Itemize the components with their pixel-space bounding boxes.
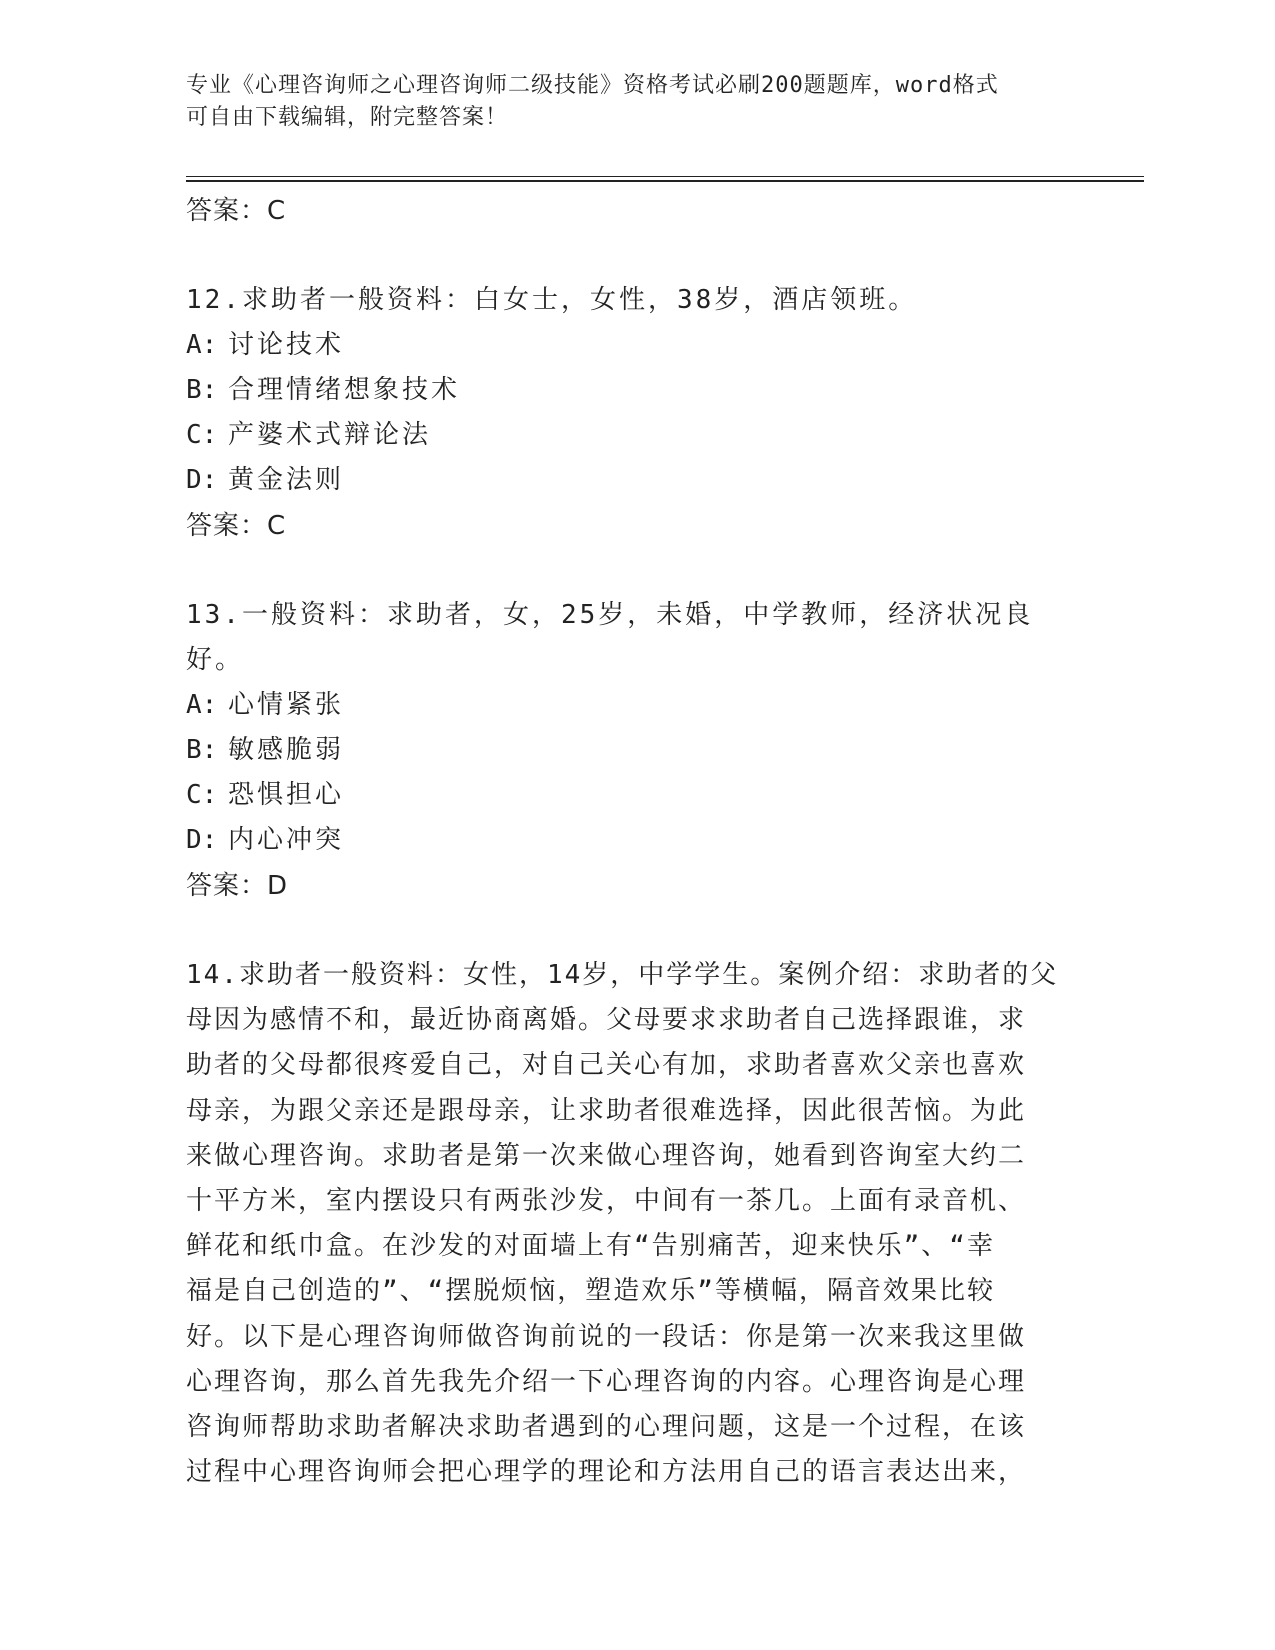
question-13 (186, 593, 1086, 909)
question-13-text: 13.一般资料：求助者，女，25岁，未婚，中学教师，经济状况良好。 (186, 600, 1034, 675)
question-14-line: 母因为感情不和，最近协商离婚。父母要求求助者自己选择跟谁，求 (186, 1005, 1027, 1036)
question-14-line: 过程中心理咨询师会把心理学的理论和方法用自己的语言表达出来， (186, 1457, 1027, 1488)
option-letter: B: (186, 375, 218, 405)
question-14-line: 咨询师帮助求助者解决求助者遇到的心理问题，这是一个过程，在该 (186, 1412, 1027, 1443)
option-letter: D: (186, 465, 218, 495)
question-13-option-c (186, 773, 1086, 818)
option-letter: A: (186, 330, 218, 360)
spacer (186, 549, 1086, 593)
question-14-line: 心理咨询，那么首先我先介绍一下心理咨询的内容。心理咨询是心理 (186, 1366, 1027, 1397)
header-rule-thin (186, 176, 1144, 177)
question-14-line: 来做心理咨询。求助者是第一次来做心理咨询，她看到咨询室大约二 (186, 1140, 1027, 1171)
option-text: 敏感脆弱 (228, 735, 345, 765)
question-14-line: 14.求助者一般资料：女性，14岁，中学学生。案例介绍：求助者的父 (186, 960, 1059, 990)
question-14-line: 母亲，为跟父亲还是跟母亲，让求助者很难选择，因此很苦恼。为此 (186, 1095, 1027, 1126)
answer-previous: 答案：C (186, 196, 287, 226)
option-text: 讨论技术 (228, 330, 345, 360)
question-12-answer: 答案：C (186, 511, 287, 541)
option-text: 恐惧担心 (228, 780, 345, 810)
question-13-option-b (186, 728, 1086, 773)
option-letter: B: (186, 735, 218, 765)
document-body (186, 188, 1086, 1495)
option-letter: A: (186, 690, 218, 720)
option-text: 心情紧张 (228, 690, 345, 720)
question-14-line: 鲜花和纸巾盒。在沙发的对面墙上有“告别痛苦，迎来快乐”、“幸 (186, 1231, 995, 1262)
question-14-line: 好。以下是心理咨询师做咨询前说的一段话：你是第一次来我这里做 (186, 1321, 1027, 1352)
document-header (186, 70, 1066, 134)
question-13-answer: 答案：D (186, 871, 289, 901)
question-12 (186, 278, 1086, 549)
question-14-line: 十平方米，室内摆设只有两张沙发，中间有一茶几。上面有录音机、 (186, 1186, 1027, 1217)
header-rule-thick (186, 180, 1144, 182)
question-12-option-a (186, 323, 1086, 368)
header-line-1: 专业《心理咨询师之心理咨询师二级技能》资格考试必刷200题题库，word格式 (186, 73, 999, 98)
spacer (186, 234, 1086, 278)
question-14-line: 福是自己创造的”、“摆脱烦恼，塑造欢乐”等横幅，隔音效果比较 (186, 1276, 995, 1307)
question-12-option-c (186, 413, 1086, 458)
question-12-option-b (186, 368, 1086, 413)
option-letter: C: (186, 780, 218, 810)
option-letter: D: (186, 825, 218, 855)
option-text: 黄金法则 (228, 465, 345, 495)
option-text: 合理情绪想象技术 (228, 375, 461, 405)
option-letter: C: (186, 420, 218, 450)
question-12-option-d (186, 458, 1086, 503)
question-14 (186, 953, 1086, 1495)
question-14-line: 助者的父母都很疼爱自己，对自己关心有加，求助者喜欢父亲也喜欢 (186, 1050, 1027, 1081)
option-text: 内心冲突 (228, 825, 345, 855)
question-12-text: 12.求助者一般资料：白女士，女性，38岁，酒店领班。 (186, 285, 918, 315)
option-text: 产婆术式辩论法 (228, 420, 432, 450)
question-13-option-a (186, 683, 1086, 728)
header-line-2: 可自由下载编辑，附完整答案！ (186, 105, 509, 130)
spacer (186, 909, 1086, 953)
question-13-option-d (186, 818, 1086, 863)
